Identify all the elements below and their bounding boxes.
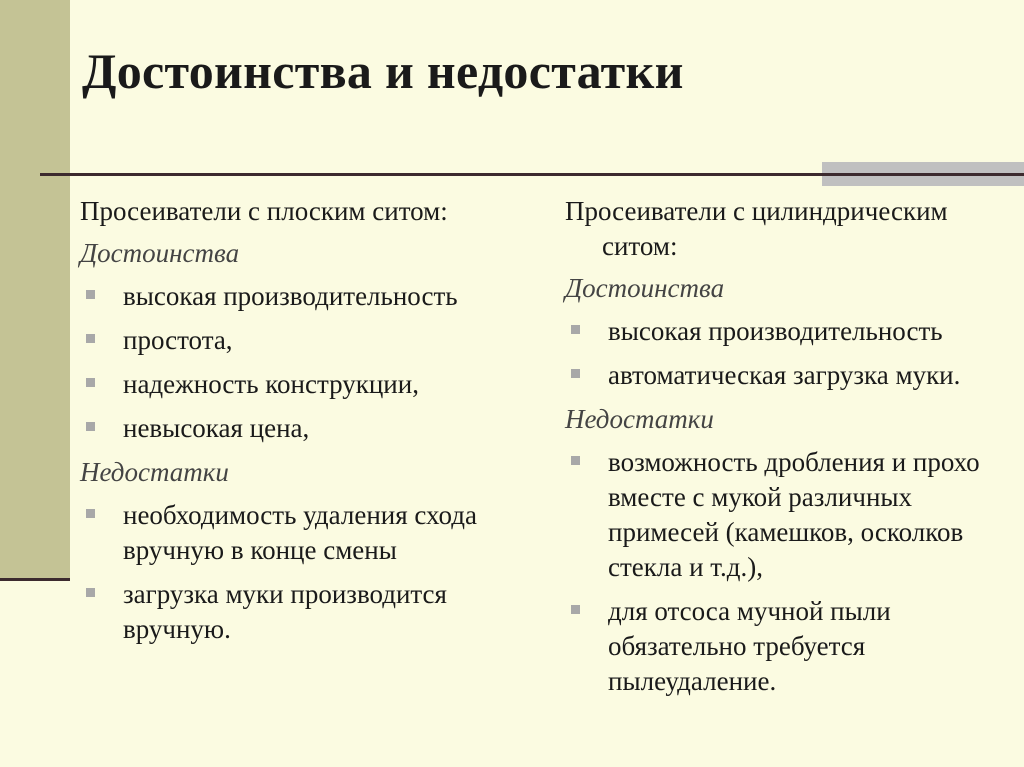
slide-title: Достоинства и недостатки [82, 43, 684, 99]
list-item: возможность дробления и прохо вместе с мукой различных примесей (камешков, осколков стекла и т.д.), [565, 445, 1024, 585]
list-item: высокая производительность [80, 279, 550, 314]
list-item: автоматическая загрузка муки. [565, 358, 1024, 393]
bullet-icon [571, 456, 580, 465]
list-item: необходимость удаления схода вручную в конце смены [80, 498, 550, 568]
list-item: надежность конструкции, [80, 367, 550, 402]
side-decor-bar [0, 0, 70, 581]
bullet-icon [571, 325, 580, 334]
bullet-icon [86, 290, 95, 299]
bullet-icon [86, 422, 95, 431]
bullet-icon [571, 605, 580, 614]
bullet-icon [86, 334, 95, 343]
title-rule [40, 173, 1024, 176]
bullet-icon [86, 378, 95, 387]
right-heading: Просеиватели с цилиндрическим ситом: [565, 196, 948, 261]
bullet-icon [86, 588, 95, 597]
right-pros-label: Достоинства [565, 273, 725, 303]
left-column [80, 194, 550, 656]
side-divider [0, 578, 70, 581]
left-pros-label: Достоинства [80, 238, 240, 268]
left-heading: Просеиватели с плоским ситом: [80, 196, 448, 226]
list-item: для отсоса мучной пыли обязательно требуется пылеудаление. [565, 594, 1024, 699]
list-item: невысокая цена, [80, 411, 550, 446]
list-item: высокая производительность [565, 314, 1024, 349]
bullet-icon [571, 369, 580, 378]
bullet-icon [86, 509, 95, 518]
right-column [565, 194, 1024, 708]
list-item: простота, [80, 323, 550, 358]
right-cons-label: Недостатки [565, 404, 714, 434]
left-cons-label: Недостатки [80, 457, 229, 487]
list-item: загрузка муки производится вручную. [80, 577, 550, 647]
